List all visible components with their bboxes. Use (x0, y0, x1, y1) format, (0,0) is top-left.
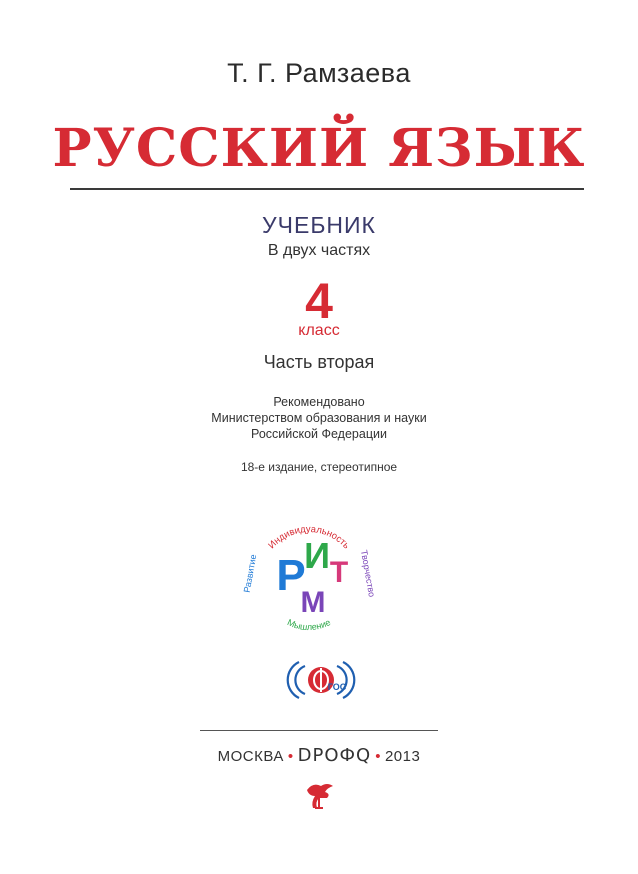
imprint-line (0, 745, 638, 766)
ritm-logo-icon (239, 510, 379, 640)
ritm-ring-word: Развитие (241, 553, 259, 594)
recommendation-line: Министерством образования и науки (211, 411, 427, 425)
imprint-publisher: DPOФQ (297, 745, 372, 766)
author-name: Т. Г. Рамзаева (227, 58, 411, 88)
ritm-letter: Р (276, 551, 306, 600)
bird-emblem-icon (301, 776, 337, 812)
svg-text:Мышление (286, 617, 332, 632)
parts-note: В двух частях (267, 242, 371, 259)
edition-note: 18-е издание, стереотипное (240, 460, 398, 474)
book-title: РУССКИЙ ЯЗЫК (52, 118, 586, 179)
fgos-emblem-icon (285, 658, 357, 702)
recommendation-line: Российской Федерации (251, 427, 387, 441)
ritm-ring-word: Творчество (358, 549, 378, 598)
ritm-letter: М (300, 586, 326, 619)
recommendation-line: Рекомендовано (273, 395, 365, 409)
title-divider (70, 188, 584, 190)
ritm-ring-word: Мышление (285, 617, 333, 633)
ritm-ring-word: Индивидуальность (266, 523, 352, 552)
imprint-year: 2013 (384, 748, 421, 765)
imprint-divider (200, 730, 438, 731)
grade-label: класс (298, 322, 340, 339)
grade-number: 4 (305, 273, 333, 329)
fgos-text: ГОС (327, 682, 347, 692)
imprint-city: МОСКВА (217, 748, 284, 765)
separator-dot-icon: • (375, 748, 381, 765)
ritm-letter: Т (329, 556, 349, 589)
ritm-letter: И (304, 535, 330, 576)
volume-label: Часть вторая (263, 352, 375, 372)
separator-dot-icon: • (287, 748, 294, 765)
book-kind: УЧЕБНИК (262, 212, 376, 238)
